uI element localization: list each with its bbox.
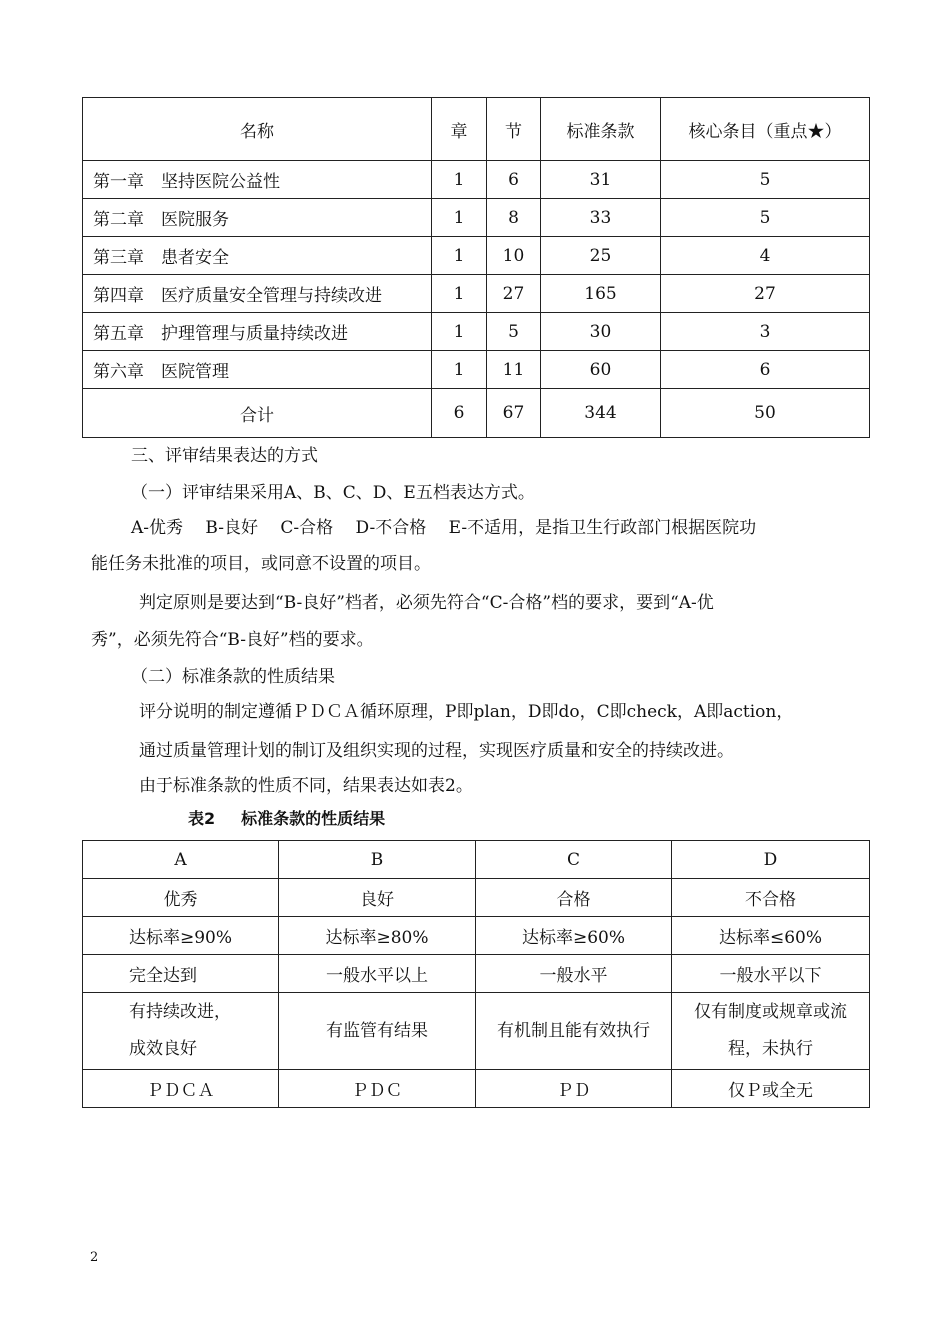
- table-row: [83, 237, 870, 275]
- paragraph-principle-line1: 判定原则是要达到“B-良好”档者，必须先符合“C-合格”档的要求，要到“A-优: [139, 593, 714, 613]
- paragraph-grade-defs-line2: 能任务未批准的项目，或同意不设置的项目。: [91, 554, 431, 574]
- page-number: 2: [90, 1250, 99, 1265]
- table2-caption-number: 表2: [188, 809, 216, 828]
- chapter-summary-table: [82, 97, 870, 438]
- header-section: 节: [487, 98, 541, 161]
- table-row-pdca: [83, 1070, 870, 1108]
- standard-b: 一般水平以上: [279, 955, 476, 993]
- row-section: 8: [487, 199, 541, 237]
- row-section: 6: [487, 161, 541, 199]
- grade-a: A: [83, 841, 279, 879]
- row-name: 第三章 患者安全: [83, 237, 432, 275]
- row-section: 11: [487, 351, 541, 389]
- table2-caption-title: 标准条款的性质结果: [241, 809, 386, 828]
- header-core-items: 核心条目（重点★）: [661, 98, 870, 161]
- header-name: 名称: [83, 98, 432, 161]
- rate-b: 达标率≥80%: [279, 917, 476, 955]
- header-standard-clauses: 标准条款: [541, 98, 661, 161]
- table-row-standards: [83, 955, 870, 993]
- row-core: 3: [661, 313, 870, 351]
- pdca-a: ＰＤＣＡ: [83, 1070, 279, 1108]
- paragraph-pdca-line2: 通过质量管理计划的制订及组织实现的过程，实现医疗质量和安全的持续改进。: [139, 741, 734, 761]
- section-heading: 三、评审结果表达的方式: [131, 446, 318, 466]
- grade-b: B: [279, 841, 476, 879]
- desc-d-line2: 程，未执行: [728, 1039, 813, 1059]
- paragraph-principle-line2: 秀”，必须先符合“B-良好”档的要求。: [91, 630, 374, 650]
- desc-a-line1: 有持续改进，: [129, 1002, 231, 1022]
- table-row: [83, 275, 870, 313]
- desc-d-line1: 仅有制度或规章或流: [694, 1002, 847, 1022]
- row-clauses: 31: [541, 161, 661, 199]
- subsection-heading: （二）标准条款的性质结果: [131, 667, 335, 687]
- table-row-levels: [83, 879, 870, 917]
- table-row-descriptions: [83, 993, 870, 1070]
- paragraph-grade-defs-line1: A-优秀 B-良好 C-合格 D-不合格 E-不适用，是指卫生行政部门根据医院功: [131, 518, 757, 538]
- level-c: 合格: [476, 879, 672, 917]
- paragraph-pdca-line1: 评分说明的制定遵循ＰＤＣＡ循环原理，P即plan，D即do，C即check，A即action，: [139, 702, 794, 722]
- table-row: [83, 351, 870, 389]
- table-total-row: [83, 389, 870, 438]
- level-d: 不合格: [672, 879, 870, 917]
- row-chapter: 1: [432, 161, 487, 199]
- pdca-b: ＰＤＣ: [279, 1070, 476, 1108]
- row-name: 第四章 医疗质量安全管理与持续改进: [83, 275, 432, 313]
- grade-c: C: [476, 841, 672, 879]
- row-chapter: 1: [432, 313, 487, 351]
- row-clauses: 25: [541, 237, 661, 275]
- table-row: [83, 199, 870, 237]
- row-clauses: 30: [541, 313, 661, 351]
- grade-results-table: [82, 840, 870, 1108]
- total-chapter: 6: [432, 389, 487, 438]
- row-chapter: 1: [432, 275, 487, 313]
- row-core: 5: [661, 199, 870, 237]
- standard-d: 一般水平以下: [672, 955, 870, 993]
- row-clauses: 165: [541, 275, 661, 313]
- level-b: 良好: [279, 879, 476, 917]
- table2-caption: [188, 806, 385, 829]
- rate-c: 达标率≥60%: [476, 917, 672, 955]
- rate-d: 达标率≤60%: [672, 917, 870, 955]
- paragraph-table-ref: 由于标准条款的性质不同，结果表达如表2。: [139, 776, 473, 796]
- total-section: 67: [487, 389, 541, 438]
- row-chapter: 1: [432, 237, 487, 275]
- row-clauses: 60: [541, 351, 661, 389]
- row-name: 第五章 护理管理与质量持续改进: [83, 313, 432, 351]
- total-clauses: 344: [541, 389, 661, 438]
- row-core: 5: [661, 161, 870, 199]
- row-clauses: 33: [541, 199, 661, 237]
- row-chapter: 1: [432, 199, 487, 237]
- row-name: 第二章 医院服务: [83, 199, 432, 237]
- paragraph-grades: （一）评审结果采用A、B、C、D、E五档表达方式。: [131, 483, 535, 503]
- table-row: [83, 313, 870, 351]
- grade-d: D: [672, 841, 870, 879]
- rate-a: 达标率≥90%: [83, 917, 279, 955]
- row-core: 4: [661, 237, 870, 275]
- table-row-rates: [83, 917, 870, 955]
- row-name: 第六章 医院管理: [83, 351, 432, 389]
- table-row: [83, 161, 870, 199]
- desc-d: [672, 993, 870, 1070]
- desc-c: 有机制且能有效执行: [476, 993, 672, 1070]
- standard-c: 一般水平: [476, 955, 672, 993]
- table-header-row: [83, 98, 870, 161]
- table-row-grades: [83, 841, 870, 879]
- total-core: 50: [661, 389, 870, 438]
- row-core: 6: [661, 351, 870, 389]
- row-core: 27: [661, 275, 870, 313]
- level-a: 优秀: [83, 879, 279, 917]
- desc-b: 有监管有结果: [279, 993, 476, 1070]
- desc-a: [83, 993, 279, 1070]
- row-section: 27: [487, 275, 541, 313]
- pdca-c: ＰＤ: [476, 1070, 672, 1108]
- row-name: 第一章 坚持医院公益性: [83, 161, 432, 199]
- standard-a: 完全达到: [83, 955, 279, 993]
- pdca-d: 仅Ｐ或全无: [672, 1070, 870, 1108]
- row-chapter: 1: [432, 351, 487, 389]
- header-chapter: 章: [432, 98, 487, 161]
- row-section: 10: [487, 237, 541, 275]
- row-section: 5: [487, 313, 541, 351]
- desc-a-line2: 成效良好: [129, 1039, 197, 1059]
- total-label: 合计: [83, 389, 432, 438]
